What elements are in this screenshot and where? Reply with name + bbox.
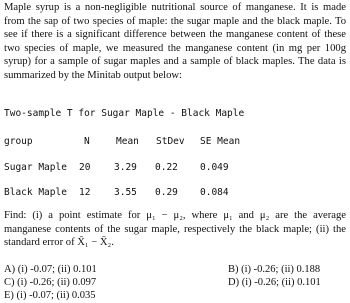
col-header-semean: SE Mean xyxy=(200,136,241,147)
row-sugar-group: Sugar Maple xyxy=(4,162,67,173)
row-black-n: 12 xyxy=(79,187,91,198)
col-header-mean: Mean xyxy=(116,136,139,147)
choice-d[interactable]: D) (i) -0.26; (ii) 0.101 xyxy=(228,277,321,288)
choice-c[interactable]: C) (i) -0.26; (ii) 0.097 xyxy=(4,277,97,288)
row-black-group: Black Maple xyxy=(4,187,67,198)
row-black-stdev: 0.29 xyxy=(155,187,178,198)
col-header-n: N xyxy=(84,136,90,147)
question-paragraph: Find: (i) a point estimate for μ₁ − μ₂, where μ₁ and μ₂ are the average manganese contents of the sugar maple, respectively the black maple; (ii) the standard error of X̄₁ − X̄₂. xyxy=(4,210,346,249)
row-sugar-semean: 0.049 xyxy=(200,162,229,173)
row-black-mean: 3.55 xyxy=(114,187,137,198)
row-black-semean: 0.084 xyxy=(200,187,229,198)
row-sugar-mean: 3.29 xyxy=(114,162,137,173)
col-header-group: group xyxy=(4,136,33,147)
row-sugar-n: 20 xyxy=(79,162,91,173)
choice-e[interactable]: E) (i) -0.07; (ii) 0.035 xyxy=(4,290,96,301)
minitab-title: Two-sample T for Sugar Maple - Black Maple xyxy=(4,108,245,119)
row-sugar-stdev: 0.22 xyxy=(155,162,178,173)
intro-paragraph: Maple syrup is a non-negligible nutritional source of manganese. It is made from the sap of two species of maple: the sugar maple and the black maple. To see if there is a significant difference between the manganese content of these two species of maple, we measured the manganese content (in mg per 100g syrup) for a sample of sugar maples and a sample of black maples. The data is summarized by the Minitab output below: xyxy=(4,2,346,81)
choice-a[interactable]: A) (i) -0.07; (ii) 0.101 xyxy=(4,264,97,275)
choice-b[interactable]: B) (i) -0.26; (ii) 0.188 xyxy=(228,264,321,275)
col-header-stdev: StDev xyxy=(156,136,185,147)
